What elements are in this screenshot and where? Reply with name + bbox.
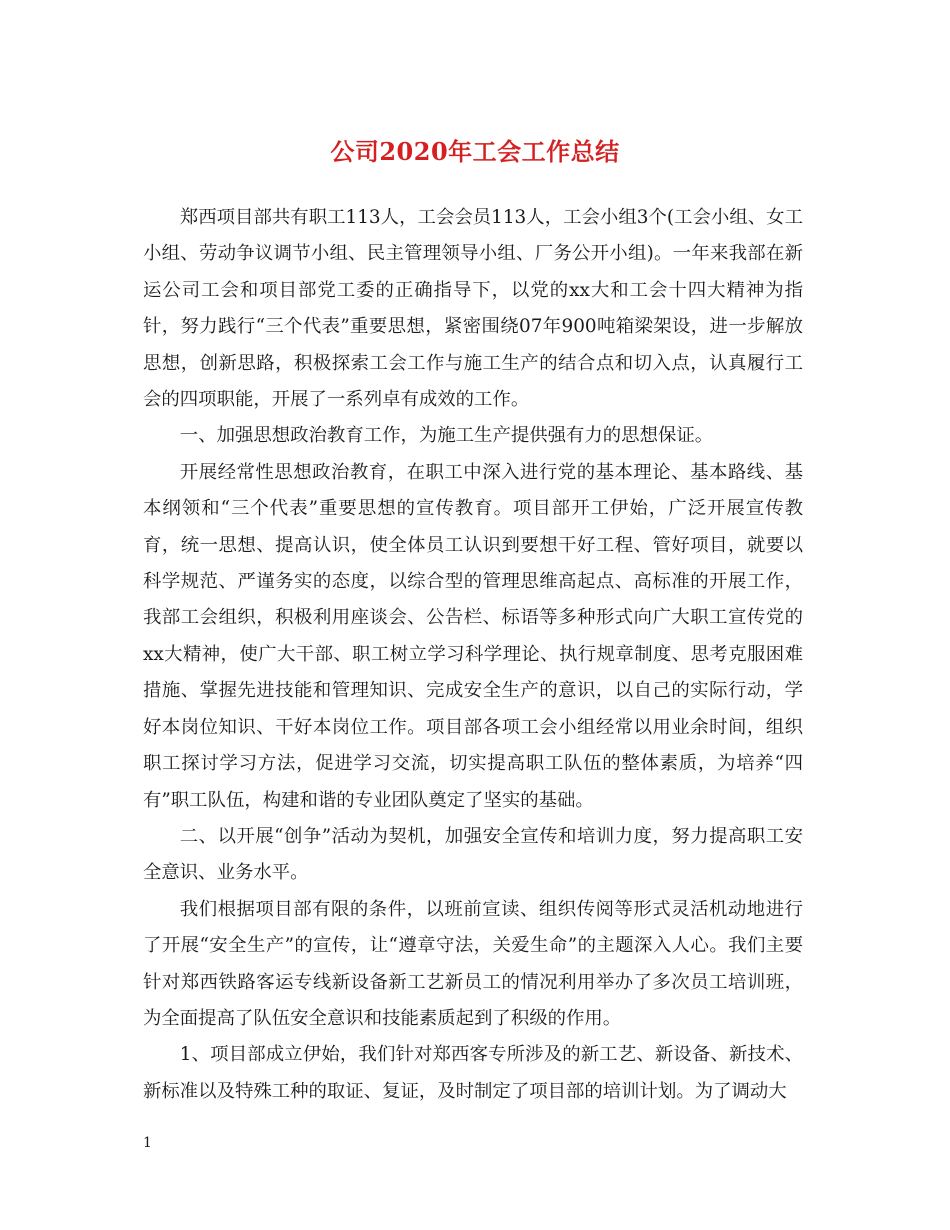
paragraph-item-1: 1、项目部成立伊始，我们针对郑西客专所涉及的新工艺、新设备、新技术、新标准以及特殊工种的取证、复证，及时制定了项目部的培训计划。为了调动大: [143, 1044, 803, 1102]
paragraph-section-2: 我们根据项目部有限的条件，以班前宣读、组织传阅等形式灵活机动地进行了开展“安全生产”的宣传，让“遵章守法，关爱生命”的主题深入人心。我们主要针对郑西铁路客运专线新设备新工艺新员工的情况利用举办了多次员工培训班，为全面提高了队伍安全意识和技能素质起到了积级的作用。: [143, 898, 803, 1029]
document-title: 公司2020年工会工作总结: [330, 137, 620, 166]
paragraph-intro: 郑西项目部共有职工113人，工会会员113人，工会小组3个(工会小组、女工小组、劳动争议调节小组、民主管理领导小组、厂务公开小组)。一年来我部在新运公司工会和项目部党工委的正确指导下，以党的xx大和工会十四大精神为指针，努力践行“三个代表”重要思想，紧密围绕07年900吨箱梁架设，进一步解放思想，创新思路，积极探索工会工作与施工生产的结合点和切入点，认真履行工会的四项职能，开展了一系列卓有成效的工作。: [143, 207, 803, 411]
section-heading-1: 一、加强思想政治教育工作，为施工生产提供强有力的思想保证。: [179, 425, 714, 447]
section-heading-2: 二、以开展“创争”活动为契机，加强安全宣传和培训力度，努力提高职工安全意识、业务水平。: [143, 825, 803, 884]
paragraph-section-1: 开展经常性思想政治教育，在职工中深入进行党的基本理论、基本路线、基本纲领和“三个代表”重要思想的宣传教育。项目部开工伊始，广泛开展宣传教育，统一思想、提高认识，使全体员工认识到要想干好工程、管好项目，就要以科学规范、严谨务实的态度，以综合型的管理思维高起点、高标准的开展工作，我部工会组织，积极利用座谈会、公告栏、标语等多种形式向广大职工宣传党的xx大精神，使广大干部、职工树立学习科学理论、执行规章制度、思考克服困难措施、掌握先进技能和管理知识、完成安全生产的意识，以自己的实际行动，学好本岗位知识、干好本岗位工作。项目部各项工会小组经常以用业余时间，组织职工探讨学习方法，促进学习交流，切实提高职工队伍的整体素质，为培养“四有”职工队伍，构建和谐的专业团队奠定了坚实的基础。: [143, 461, 803, 811]
document-body: [143, 200, 803, 1110]
page-number: 1: [143, 1135, 152, 1151]
